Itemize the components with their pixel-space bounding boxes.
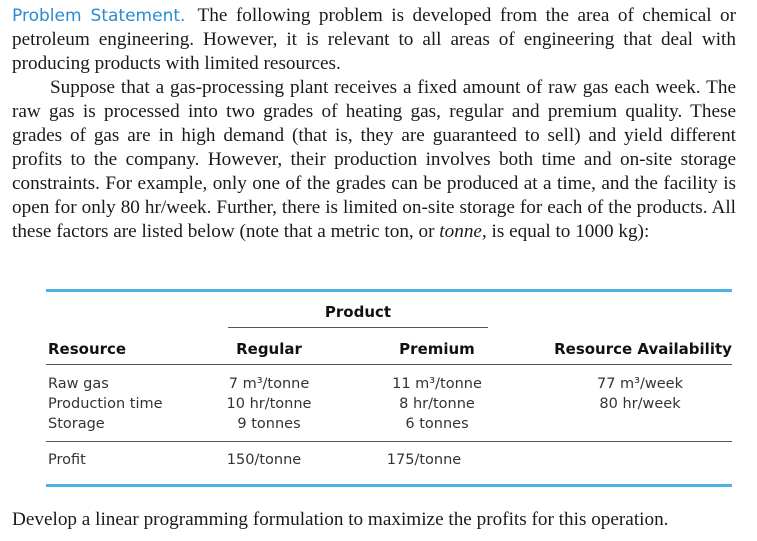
profit-divider <box>46 441 732 442</box>
header-regular: Regular <box>236 340 302 358</box>
problem-statement-text: The following problem is developed from the area of chemical or petroleum engineering. However, it is relevant to all areas of engineering that deal with producing products with limited resources. <box>12 5 736 74</box>
header-resource: Resource <box>48 340 127 358</box>
product-group-underline <box>228 327 488 328</box>
row-storage-premium: 6 tonnes <box>405 416 469 432</box>
row-raw-gas-resource: Raw gas <box>48 376 109 392</box>
row-profit-premium: 175/tonne <box>386 452 462 468</box>
product-group-header: Product <box>324 303 392 321</box>
row-raw-gas-premium: 11 m³/tonne <box>392 376 482 392</box>
row-production-time-resource: Production time <box>48 396 163 412</box>
task-instruction: Develop a linear programming formulation to maximize the profits for this operation. <box>12 509 669 530</box>
row-production-time-regular: 10 hr/tonne <box>226 396 312 412</box>
row-profit-regular: 150/tonne <box>226 452 302 468</box>
row-production-time-premium: 8 hr/tonne <box>399 396 475 412</box>
row-production-time-availability: 80 hr/week <box>599 396 681 412</box>
header-divider <box>46 364 732 365</box>
row-raw-gas-regular: 7 m³/tonne <box>228 376 310 392</box>
tonne-emphasis: tonne, <box>439 221 487 242</box>
scenario-text: Suppose that a gas-processing plant receives a fixed amount of raw gas each week. The raw gas is processed into two grades of heating gas, regular and premium quality. These grades of gas are in high demand (that is, they are guaranteed to sell) and yield different profits to the company. However, their production involves both time and on-site storage constraints. For example, only one of the grades can be produced at a time, and the facility is open for only 80 hr/week. Further, there is limited on-site storage for each of the products. All these factors are listed below (note that a metric ton, or <box>12 77 736 242</box>
row-storage-regular: 9 tonnes <box>237 416 301 432</box>
problem-statement-paragraph <box>12 4 736 76</box>
scenario-text-end: is equal to 1000 kg): <box>491 221 650 242</box>
header-premium: Premium <box>399 340 475 358</box>
table-bottom-rule <box>46 484 732 487</box>
row-raw-gas-availability: 77 m³/week <box>597 376 683 392</box>
header-availability: Resource Availability <box>554 340 732 358</box>
table-top-rule <box>46 289 732 292</box>
scenario-paragraph <box>12 76 736 244</box>
row-storage-resource: Storage <box>48 416 105 432</box>
row-profit-resource: Profit <box>48 452 86 468</box>
problem-statement-label: Problem Statement. <box>12 6 186 26</box>
